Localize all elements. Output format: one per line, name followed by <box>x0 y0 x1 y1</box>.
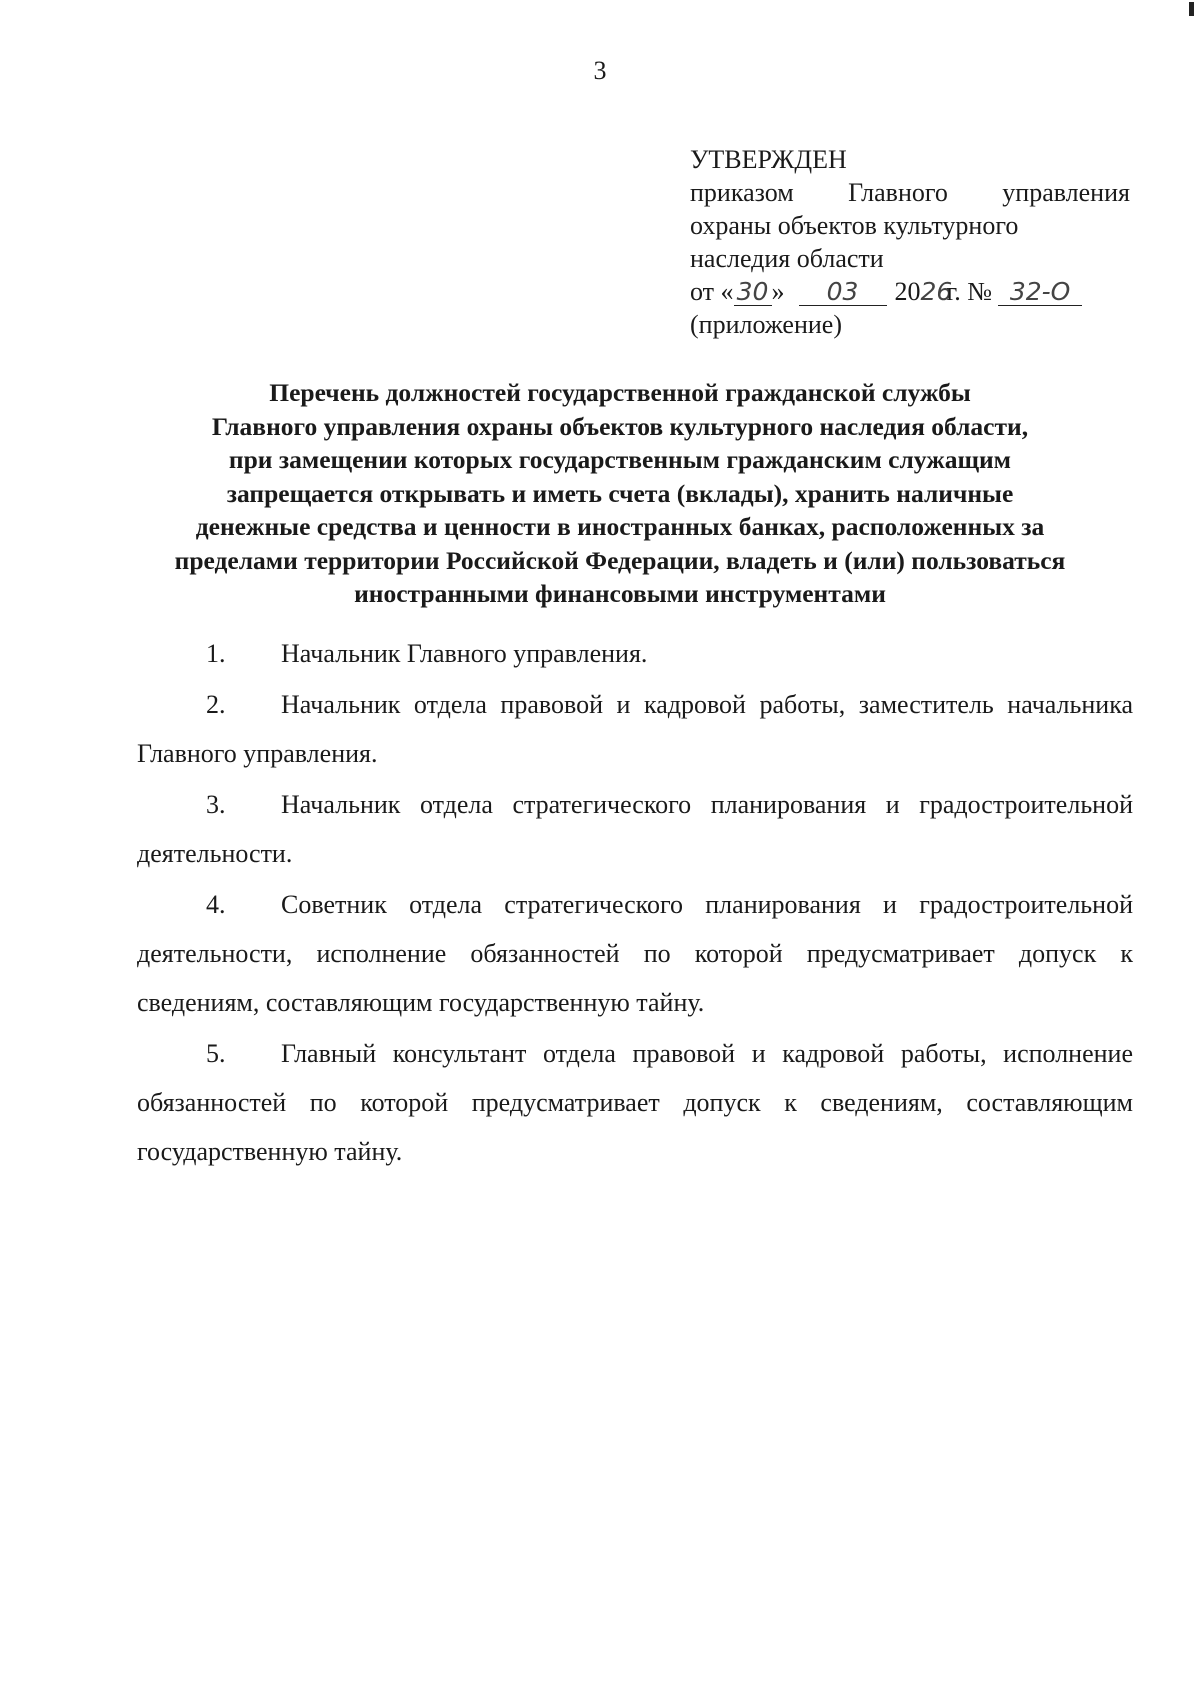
date-mid: » <box>771 277 785 306</box>
handwritten-month: 03 <box>799 279 887 306</box>
list-item-number: 1. <box>206 639 226 668</box>
approval-annex: (приложение) <box>690 310 843 339</box>
number-prefix: г. № <box>946 277 993 306</box>
title-line: запрещается открывать и иметь счета (вклады), хранить наличные <box>226 478 1014 508</box>
list-item <box>137 680 1133 778</box>
approval-org-line: охраны объектов культурного <box>690 211 1019 240</box>
handwritten-year: 26 <box>920 277 953 306</box>
list-item-text: Советник отдела стратегического планирования и градостроительной деятельности, исполнение обязанностей по которой предусматривает допуск к сведениям, составляющим государственную тайну. <box>137 890 1133 1017</box>
scan-corner-mark <box>1189 2 1194 16</box>
handwritten-order-number: 32-О <box>998 279 1082 306</box>
list-item-number: 3. <box>206 790 226 819</box>
title-line: денежные средства и ценности в иностранных банках, расположенных за <box>195 512 1045 541</box>
approval-word: управления <box>1002 178 1130 207</box>
year-prefix: 20 <box>894 277 921 306</box>
list-item-text: Начальник отдела стратегического планирования и градостроительной деятельности. <box>137 790 1133 868</box>
title-line: при замещении которых государственным гражданским служащим <box>228 445 1012 474</box>
list-item-number: 2. <box>206 690 226 719</box>
handwritten-day: 30 <box>734 279 772 306</box>
approval-org-line: наследия области <box>690 244 884 273</box>
list-item <box>137 880 1133 1027</box>
list-item-number: 5. <box>206 1039 226 1068</box>
approval-stamp-block <box>690 143 1130 341</box>
title-line: Главного управления охраны объектов культурного наследия области, <box>211 411 1029 441</box>
list-item <box>137 629 1133 678</box>
approval-word: Главного <box>848 178 948 207</box>
list-item <box>137 780 1133 878</box>
approval-order-line <box>690 176 1130 209</box>
positions-list <box>137 629 1133 1178</box>
list-item-text: Главный консультант отдела правовой и кадровой работы, исполнение обязанностей по которой предусматривает допуск к сведениям, составляющим государственную тайну. <box>137 1039 1133 1166</box>
title-line: иностранными финансовыми инструментами <box>354 579 886 608</box>
approval-word: приказом <box>690 178 794 207</box>
title-line: Перечень должностей государственной гражданской службы <box>269 378 971 407</box>
approval-heading: УТВЕРЖДЕН <box>690 145 847 174</box>
page-number: 3 <box>593 56 607 85</box>
list-item-number: 4. <box>206 890 226 919</box>
title-line: пределами территории Российской Федерации, владеть и (или) пользоваться <box>174 545 1066 575</box>
list-item <box>137 1029 1133 1176</box>
document-title <box>120 376 1120 611</box>
date-prefix: от « <box>690 277 734 306</box>
approval-date-line <box>690 275 1130 308</box>
list-item-text: Начальник отдела правовой и кадровой работы, заместитель начальника Главного управления. <box>137 690 1133 768</box>
list-item-text: Начальник Главного управления. <box>281 639 648 668</box>
